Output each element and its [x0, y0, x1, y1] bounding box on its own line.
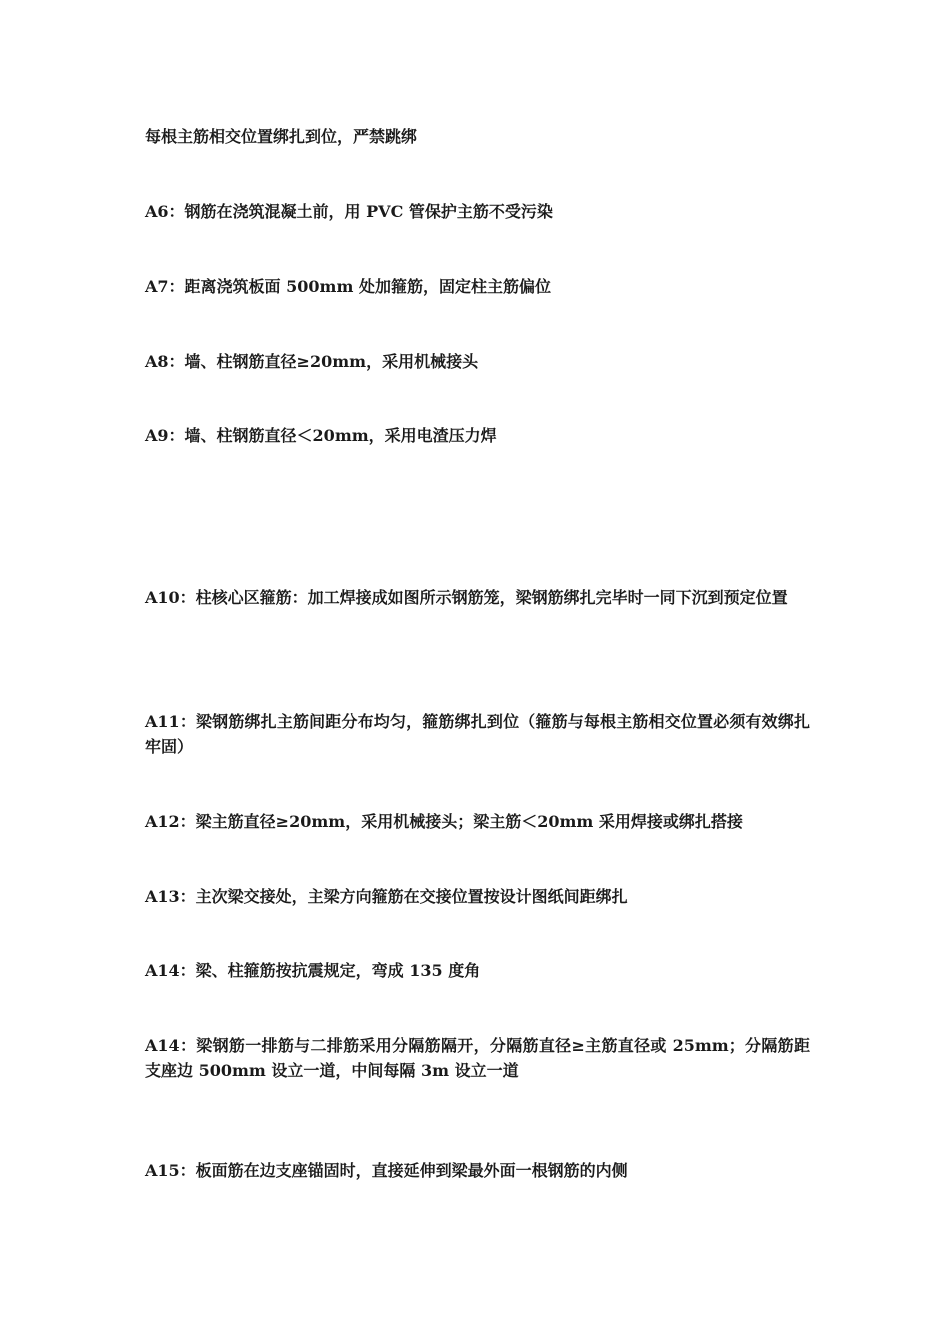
paragraph-a8: A8：墙、柱钢筋直径≥20mm，采用机械接头 — [145, 352, 479, 371]
paragraph-a11: A11：梁钢筋绑扎主筋间距分布均匀，箍筋绑扎到位（箍筋与每根主筋相交位置必须有效绑扎牢固） — [145, 712, 810, 756]
paragraph-a7: A7：距离浇筑板面 500mm 处加箍筋，固定柱主筋偏位 — [145, 277, 551, 296]
paragraph-a9: A9：墙、柱钢筋直径＜20mm，采用电渣压力焊 — [145, 426, 497, 445]
paragraph-a13: A13：主次梁交接处，主梁方向箍筋在交接位置按设计图纸间距绑扎 — [145, 887, 628, 906]
paragraph-a6: A6：钢筋在浇筑混凝土前，用 PVC 管保护主筋不受污染 — [145, 202, 553, 221]
paragraph-a10: A10：柱核心区箍筋：加工焊接成如图所示钢筋笼，梁钢筋绑扎完毕时一同下沉到预定位置 — [145, 588, 788, 607]
paragraph-a12: A12：梁主筋直径≥20mm，采用机械接头；梁主筋＜20mm 采用焊接或绑扎搭接 — [145, 812, 743, 831]
paragraph-a14-spacer: A14：梁钢筋一排筋与二排筋采用分隔筋隔开，分隔筋直径≥主筋直径或 25mm；分隔筋距支座边 500mm 设立一道，中间每隔 3m 设立一道 — [145, 1036, 810, 1080]
paragraph-binding-note: 每根主筋相交位置绑扎到位，严禁跳绑 — [145, 127, 418, 146]
paragraph-a14-stirrup: A14：梁、柱箍筋按抗震规定，弯成 135 度角 — [145, 961, 481, 980]
paragraph-a15: A15：板面筋在边支座锚固时，直接延伸到梁最外面一根钢筋的内侧 — [145, 1161, 628, 1180]
